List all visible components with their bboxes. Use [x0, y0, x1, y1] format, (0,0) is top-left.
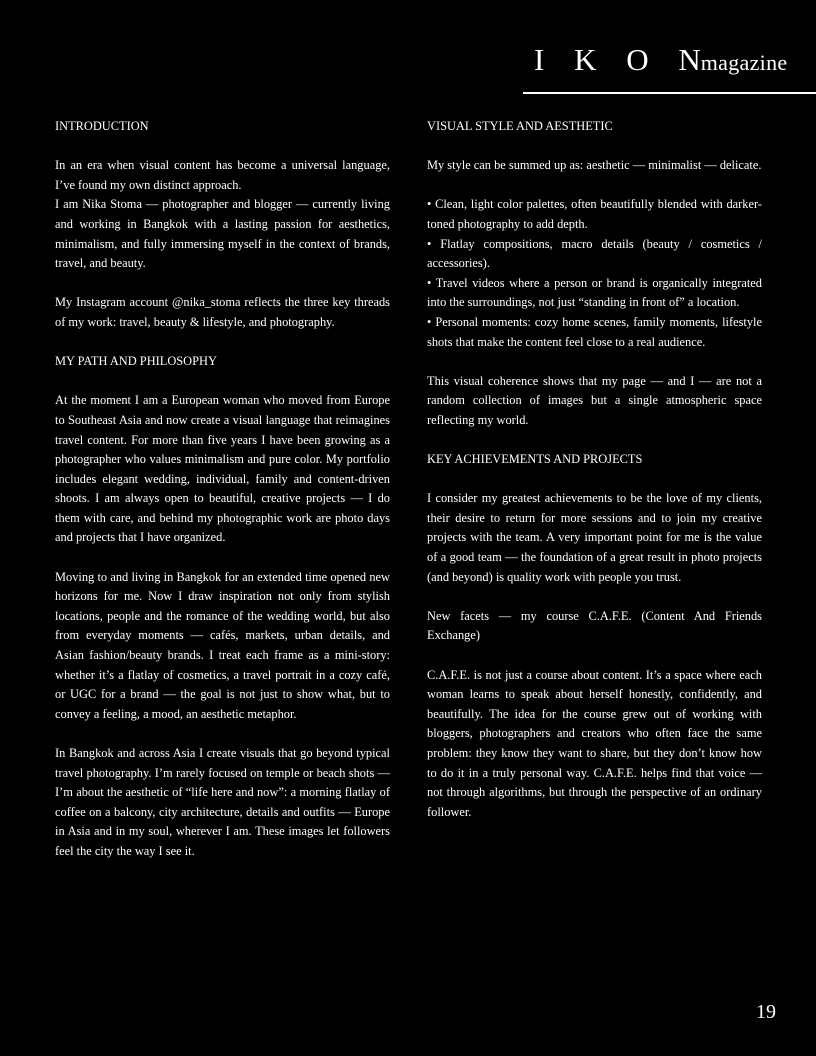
page-number: 19 [756, 1001, 776, 1023]
visual-style-closing: This visual coherence shows that my page — and I — are not a random collection of images but a single atmospheric space reflecting my world. [427, 373, 762, 427]
visual-style-bullet: • Clean, light color palettes, often beautifully blended with darker-toned photography to add depth. [427, 197, 762, 231]
visual-style-bullet: • Travel videos where a person or brand is organically integrated into the surroundings, not just “standing in front of” a location. [427, 275, 762, 310]
visual-style-bullet: • Flatlay compositions, macro details (beauty / cosmetics / accessories). [427, 236, 762, 271]
masthead-brand: I K O N [534, 42, 712, 77]
right-column [427, 117, 762, 842]
left-column [55, 117, 390, 881]
masthead-suffix: magazine [700, 50, 788, 75]
achievements-paragraph: C.A.F.E. is not just a course about content. It’s a space where each woman learns to speak about herself honestly, confidently, and beautifully. The idea for the course grew out of working with bloggers, photographers and creators who often face the same problem: they know they want to share, but they don’t know how to do it in a truly personal way. C.A.F.E. helps find that voice — not through algorithms, but through the perspective of an ordinary follower. [427, 667, 762, 819]
visual-style-intro: My style can be summed up as: aesthetic — minimalist — delicate. [427, 158, 762, 173]
path-paragraph: In Bangkok and across Asia I create visuals that go beyond typical travel photography. I’m rarely focused on temple or beach shots — I’m about the aesthetic of “life here and now”: a morning flatlay of coffee on a balcony, city architecture, details and outfits — Europe in Asia and in my soul, wherever I am. These images let followers feel the city the way I see it. [55, 746, 390, 858]
achievements-heading: KEY ACHIEVEMENTS AND PROJECTS [427, 452, 643, 467]
masthead-logo [534, 44, 804, 75]
path-heading: MY PATH AND PHILOSOPHY [55, 354, 217, 369]
introduction-paragraph: My Instagram account @nika_stoma reflects the three key threads of my work: travel, beauty & lifestyle, and photography. [55, 295, 390, 329]
visual-style-bullet: • Personal moments: cozy home scenes, family moments, lifestyle shots that make the content feel close to a real audience. [427, 314, 762, 349]
visual-style-heading: VISUAL STYLE AND AESTHETIC [427, 119, 613, 133]
achievements-paragraph: New facets — my course C.A.F.E. (Content And Friends Exchange) [427, 608, 762, 643]
path-paragraph: Moving to and living in Bangkok for an extended time opened new horizons for me. Now I draw inspiration not only from stylish locations, people and the romance of the wedding world, but also from everyday moments — cafés, markets, urban details, and Asian fashion/beauty brands. I treat each frame as a mini-story: whether it’s a flatlay of cosmetics, a travel portrait in a cozy café, or UGC for a brand — the goal is not just to show what, but to convey a feeling, a mood, an aesthetic metaphor. [55, 569, 390, 721]
achievements-paragraph: I consider my greatest achievements to be the love of my clients, their desire to return for more sessions and to join my creative projects with the team. A very important point for me is the value of a good team — the foundation of a great result in photo projects (and beyond) is quality work with people you trust. [427, 491, 762, 584]
introduction-heading: INTRODUCTION [55, 119, 149, 133]
introduction-paragraph: I am Nika Stoma — photographer and blogger — currently living and working in Bangkok with a lasting passion for aesthetics, minimalism, and fully immersing myself in the context of brands, travel, and beauty. [55, 197, 390, 271]
path-paragraph: At the moment I am a European woman who moved from Europe to Southeast Asia and now create a visual language that reimagines travel content. For more than five years I have been growing as a photographer who values minimalism and pure color. My portfolio includes elegant wedding, individual, family and content-driven shoots. I am always open to beautiful, creative projects — I do them with care, and behind my photographic work are photo days and projects that I have organized. [55, 393, 390, 545]
masthead-divider [523, 92, 816, 94]
introduction-paragraph: In an era when visual content has become a universal language, I’ve found my own distinct approach. [55, 158, 390, 192]
